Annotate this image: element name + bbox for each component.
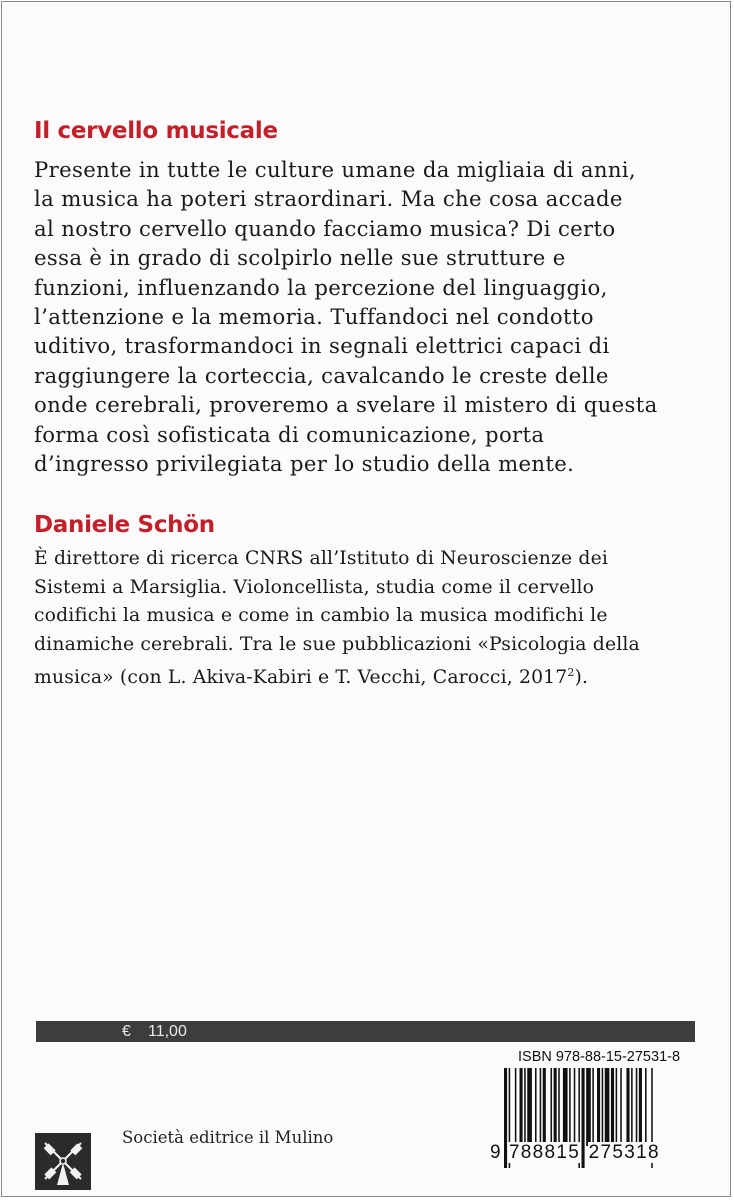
price-bar xyxy=(36,1021,695,1042)
description-line: forma così sofisticata di comunicazione, porta xyxy=(34,421,545,447)
bio-line: codifichi la musica e come in cambio la musica modifichi le xyxy=(34,605,608,627)
barcode-bar xyxy=(645,1068,647,1146)
bio-line: È direttore di ricerca CNRS all’Istituto di Neuroscienze dei xyxy=(34,548,609,569)
barcode-bar xyxy=(636,1068,638,1146)
description-line: la musica ha poteri straordinari. Ma che cosa accade xyxy=(34,186,623,212)
publisher-name: Società editrice il Mulino xyxy=(122,1128,334,1147)
description-line: essa è in grado di scolpirlo nelle sue strutture e xyxy=(34,245,566,271)
description-line: uditivo, trasformandoci in segnali elettrici capaci di xyxy=(34,333,610,359)
book-title-heading: Il cervello musicale xyxy=(34,118,278,144)
description-line: d’ingresso privilegiata per lo studio della mente. xyxy=(34,451,575,477)
barcode-bar xyxy=(586,1068,591,1146)
barcode-bar xyxy=(520,1068,523,1146)
barcode-bar xyxy=(602,1068,604,1146)
book-description xyxy=(34,155,706,478)
description-line: funzioni, influenzando la percezione del linguaggio, xyxy=(34,274,608,300)
bio-line: Sistemi a Marsiglia. Violoncellista, studia come il cervello xyxy=(34,576,595,598)
barcode-bar xyxy=(616,1068,618,1146)
barcode-bar xyxy=(605,1068,610,1146)
barcode-bar xyxy=(540,1068,542,1146)
barcode-bar xyxy=(515,1068,517,1146)
barcode-bar xyxy=(574,1068,576,1146)
barcode-group-right: 275318 xyxy=(588,1142,660,1163)
author-bio xyxy=(34,545,706,693)
barcode-bar xyxy=(524,1068,526,1146)
barcode-group-left: 788815 xyxy=(508,1142,581,1163)
edition-superscript: 2 xyxy=(567,666,575,680)
barcode-bar xyxy=(631,1068,633,1146)
isbn-label: ISBN 978-88-15-27531-8 xyxy=(518,1049,681,1065)
description-line: al nostro cervello quando facciamo musica? Di certo xyxy=(34,215,616,241)
barcode-bar xyxy=(558,1068,560,1146)
bio-line-last xyxy=(34,659,706,693)
description-line: raggiungere la corteccia, cavalcando le creste delle xyxy=(34,362,609,388)
barcode-bar xyxy=(639,1068,642,1146)
barcode-bar xyxy=(626,1068,629,1146)
barcode-bar xyxy=(569,1068,571,1146)
barcode-bar xyxy=(543,1068,546,1146)
description-line: onde cerebrali, proveremo a svelare il mistero di questa xyxy=(34,392,658,418)
windmill-logo-icon xyxy=(35,1133,91,1190)
description-line: Presente in tutte le culture umane da migliaia di anni, xyxy=(34,157,637,182)
barcode-first-digit: 9 xyxy=(490,1142,502,1163)
price-value: 11,00 xyxy=(148,1023,187,1040)
bio-line: dinamiche cerebrali. Tra le sue pubblicazioni «Psicologia della xyxy=(34,633,640,655)
author-name-heading: Daniele Schön xyxy=(34,512,215,538)
book-back-cover xyxy=(1,1,731,1197)
barcode-bar xyxy=(620,1068,622,1146)
barcode-bar xyxy=(554,1068,557,1146)
bio-last-text: musica» (con L. Akiva-Kabiri e T. Vecchi, Carocci, 2017 xyxy=(34,667,568,689)
barcode-bar xyxy=(597,1068,600,1146)
barcode-bar xyxy=(527,1068,532,1146)
barcode-bar xyxy=(611,1068,614,1146)
currency-symbol: € xyxy=(122,1023,131,1040)
bio-last-end: ). xyxy=(574,667,589,689)
barcode-bar xyxy=(551,1068,553,1146)
barcode-bar xyxy=(592,1068,594,1146)
barcode-bar xyxy=(563,1068,568,1146)
barcode-number xyxy=(490,1142,700,1164)
description-line: l’attenzione e la memoria. Tuffandoci nel condotto xyxy=(34,304,594,330)
barcode-bar xyxy=(535,1068,537,1146)
